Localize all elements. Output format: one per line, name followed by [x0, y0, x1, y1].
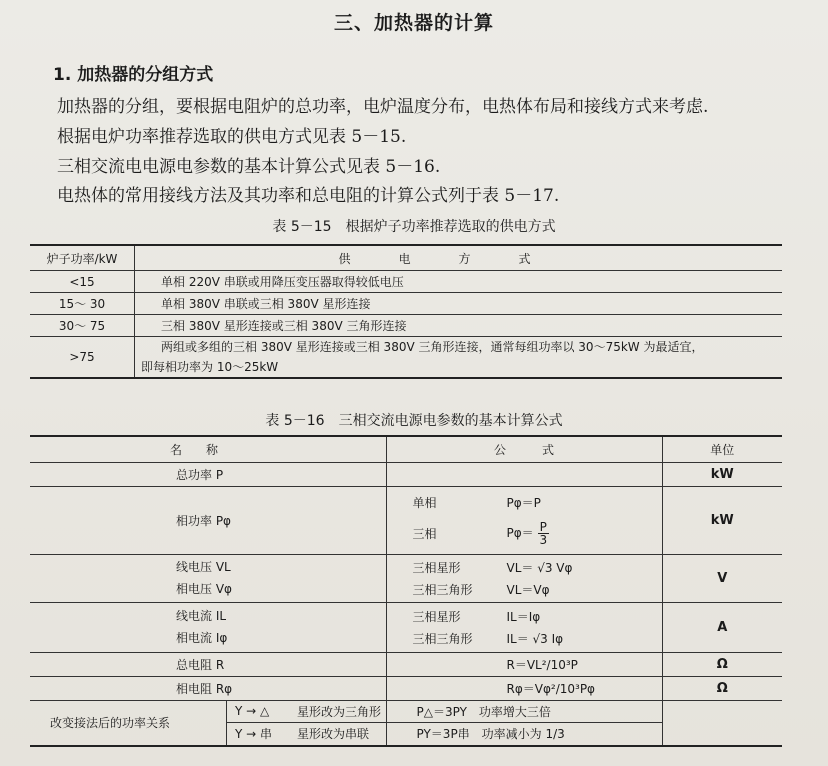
formula-value — [507, 521, 549, 546]
cell-method: 三相 380V 星形连接或三相 380V 三角形连接 — [135, 315, 783, 337]
formula-key: 单相 — [412, 495, 437, 510]
formula-value: IL＝Iφ — [506, 609, 541, 624]
row-unit: V — [662, 554, 782, 602]
table-row — [30, 462, 782, 486]
change-desc-1: 星形改为三角形 — [297, 704, 382, 719]
section-title: 三、加热器的计算 — [333, 12, 494, 34]
row-name: 总电阻 R — [30, 652, 386, 676]
formula-key: 三相三角形 — [412, 582, 473, 597]
row-unit — [662, 700, 782, 746]
subsection-heading: 1. 加热器的分组方式 — [53, 65, 214, 85]
row-name — [30, 602, 386, 652]
table-header-row — [30, 436, 782, 462]
table-row — [30, 652, 782, 676]
formula-key: 三相 — [412, 526, 437, 541]
cell-method-line-1: 两组或多组的三相 380V 星形连接或三相 380V 三角形连接，通常每组功率以 30～75kW 为最适宜， — [161, 340, 704, 354]
header-name: 名 称 — [30, 436, 386, 462]
header-unit: 单位 — [662, 436, 782, 462]
name-line-1: 线电压 VL — [176, 560, 231, 574]
change-desc-2: 星形改为串联 — [297, 727, 370, 741]
row-unit: A — [662, 602, 782, 652]
formula-value: VL＝ √3 Vφ — [506, 560, 573, 575]
row-formula: Rφ＝Vφ²/10³Pφ — [386, 676, 662, 700]
row-name: 总功率 P — [30, 462, 386, 486]
formula-key: 三相三角形 — [412, 631, 473, 646]
table-row — [30, 676, 782, 700]
row-name: 相电阻 Rφ — [30, 676, 386, 700]
cell-power: 30～ 75 — [30, 315, 135, 337]
table-row — [30, 554, 782, 602]
paragraph-1: 加热器的分组，要根据电阻炉的总功率，电炉温度分布，电热体布局和接线方式来考虑. — [57, 97, 709, 117]
header-power: 炉子功率/kW — [30, 245, 135, 271]
table-15-caption: 表 5－15 根据炉子功率推荐选取的供电方式 — [272, 219, 556, 235]
row-formula — [386, 554, 662, 602]
row-formula — [386, 700, 662, 746]
cell-method-line-2: 即每相功率为 10～25kW — [141, 360, 279, 374]
fraction-denominator: 3 — [539, 532, 548, 547]
cell-power: 15～ 30 — [30, 293, 135, 315]
table-row — [30, 602, 782, 652]
table-row — [30, 700, 782, 746]
table-row — [30, 315, 782, 337]
cell-method — [135, 337, 783, 379]
table-16-caption: 表 5－16 三相交流电源电参数的基本计算公式 — [265, 413, 563, 429]
cell-power: >75 — [30, 337, 135, 379]
formula-value: VL＝Vφ — [506, 582, 550, 597]
row-unit: kW — [662, 462, 782, 486]
row-formula — [386, 462, 662, 486]
paragraph-3: 三相交流电电源电参数的基本计算公式见表 5－16. — [57, 157, 441, 177]
name-line-1: 线电流 IL — [176, 609, 227, 623]
table-row — [30, 293, 782, 315]
formula-value: IL＝ √3 Iφ — [506, 631, 564, 646]
change-rule-1: Y → △ — [235, 704, 270, 718]
table-15 — [30, 244, 782, 379]
row-name — [30, 700, 386, 746]
row-formula: R＝VL²/10³P — [386, 652, 662, 676]
fraction — [538, 521, 549, 546]
table-row — [30, 271, 782, 293]
row-unit: kW — [662, 486, 782, 554]
formula-value: Pφ＝P — [506, 495, 541, 510]
paragraph-4: 电热体的常用接线方法及其功率和总电阻的计算公式列于表 5－17. — [57, 186, 560, 206]
change-formula-2: PY＝3P串 功率减小为 1/3 — [416, 727, 565, 741]
row-unit: Ω — [662, 676, 782, 700]
cell-method: 单相 220V 串联或用降压变压器取得较低电压 — [135, 271, 783, 293]
cell-power: <15 — [30, 271, 135, 293]
row-name — [30, 554, 386, 602]
header-method: 供电方式 — [135, 245, 783, 271]
cell-method: 单相 380V 串联或三相 380V 星形连接 — [135, 293, 783, 315]
change-formula-1: P△＝3PY 功率增大三倍 — [387, 701, 662, 723]
change-rule-2: Y → 串 — [235, 727, 273, 741]
formula-lhs: Pφ＝ — [506, 525, 534, 540]
name-line-2: 相电压 Vφ — [176, 582, 232, 596]
change-label: 改变接法后的功率关系 — [30, 701, 227, 745]
row-name: 相功率 Pφ — [30, 486, 386, 554]
name-line-2: 相电流 Iφ — [176, 631, 228, 645]
formula-key: 三相星形 — [412, 560, 461, 575]
fraction-numerator: P — [539, 519, 547, 534]
row-unit: Ω — [662, 652, 782, 676]
table-16 — [30, 435, 782, 747]
row-formula — [386, 602, 662, 652]
formula-key: 三相星形 — [412, 609, 461, 624]
header-formula: 公 式 — [386, 436, 662, 462]
row-formula — [386, 486, 662, 554]
table-header-row — [30, 245, 782, 271]
paragraph-2: 根据电炉功率推荐选取的供电方式见表 5－15. — [57, 127, 407, 147]
table-row — [30, 486, 782, 554]
table-row — [30, 337, 782, 379]
